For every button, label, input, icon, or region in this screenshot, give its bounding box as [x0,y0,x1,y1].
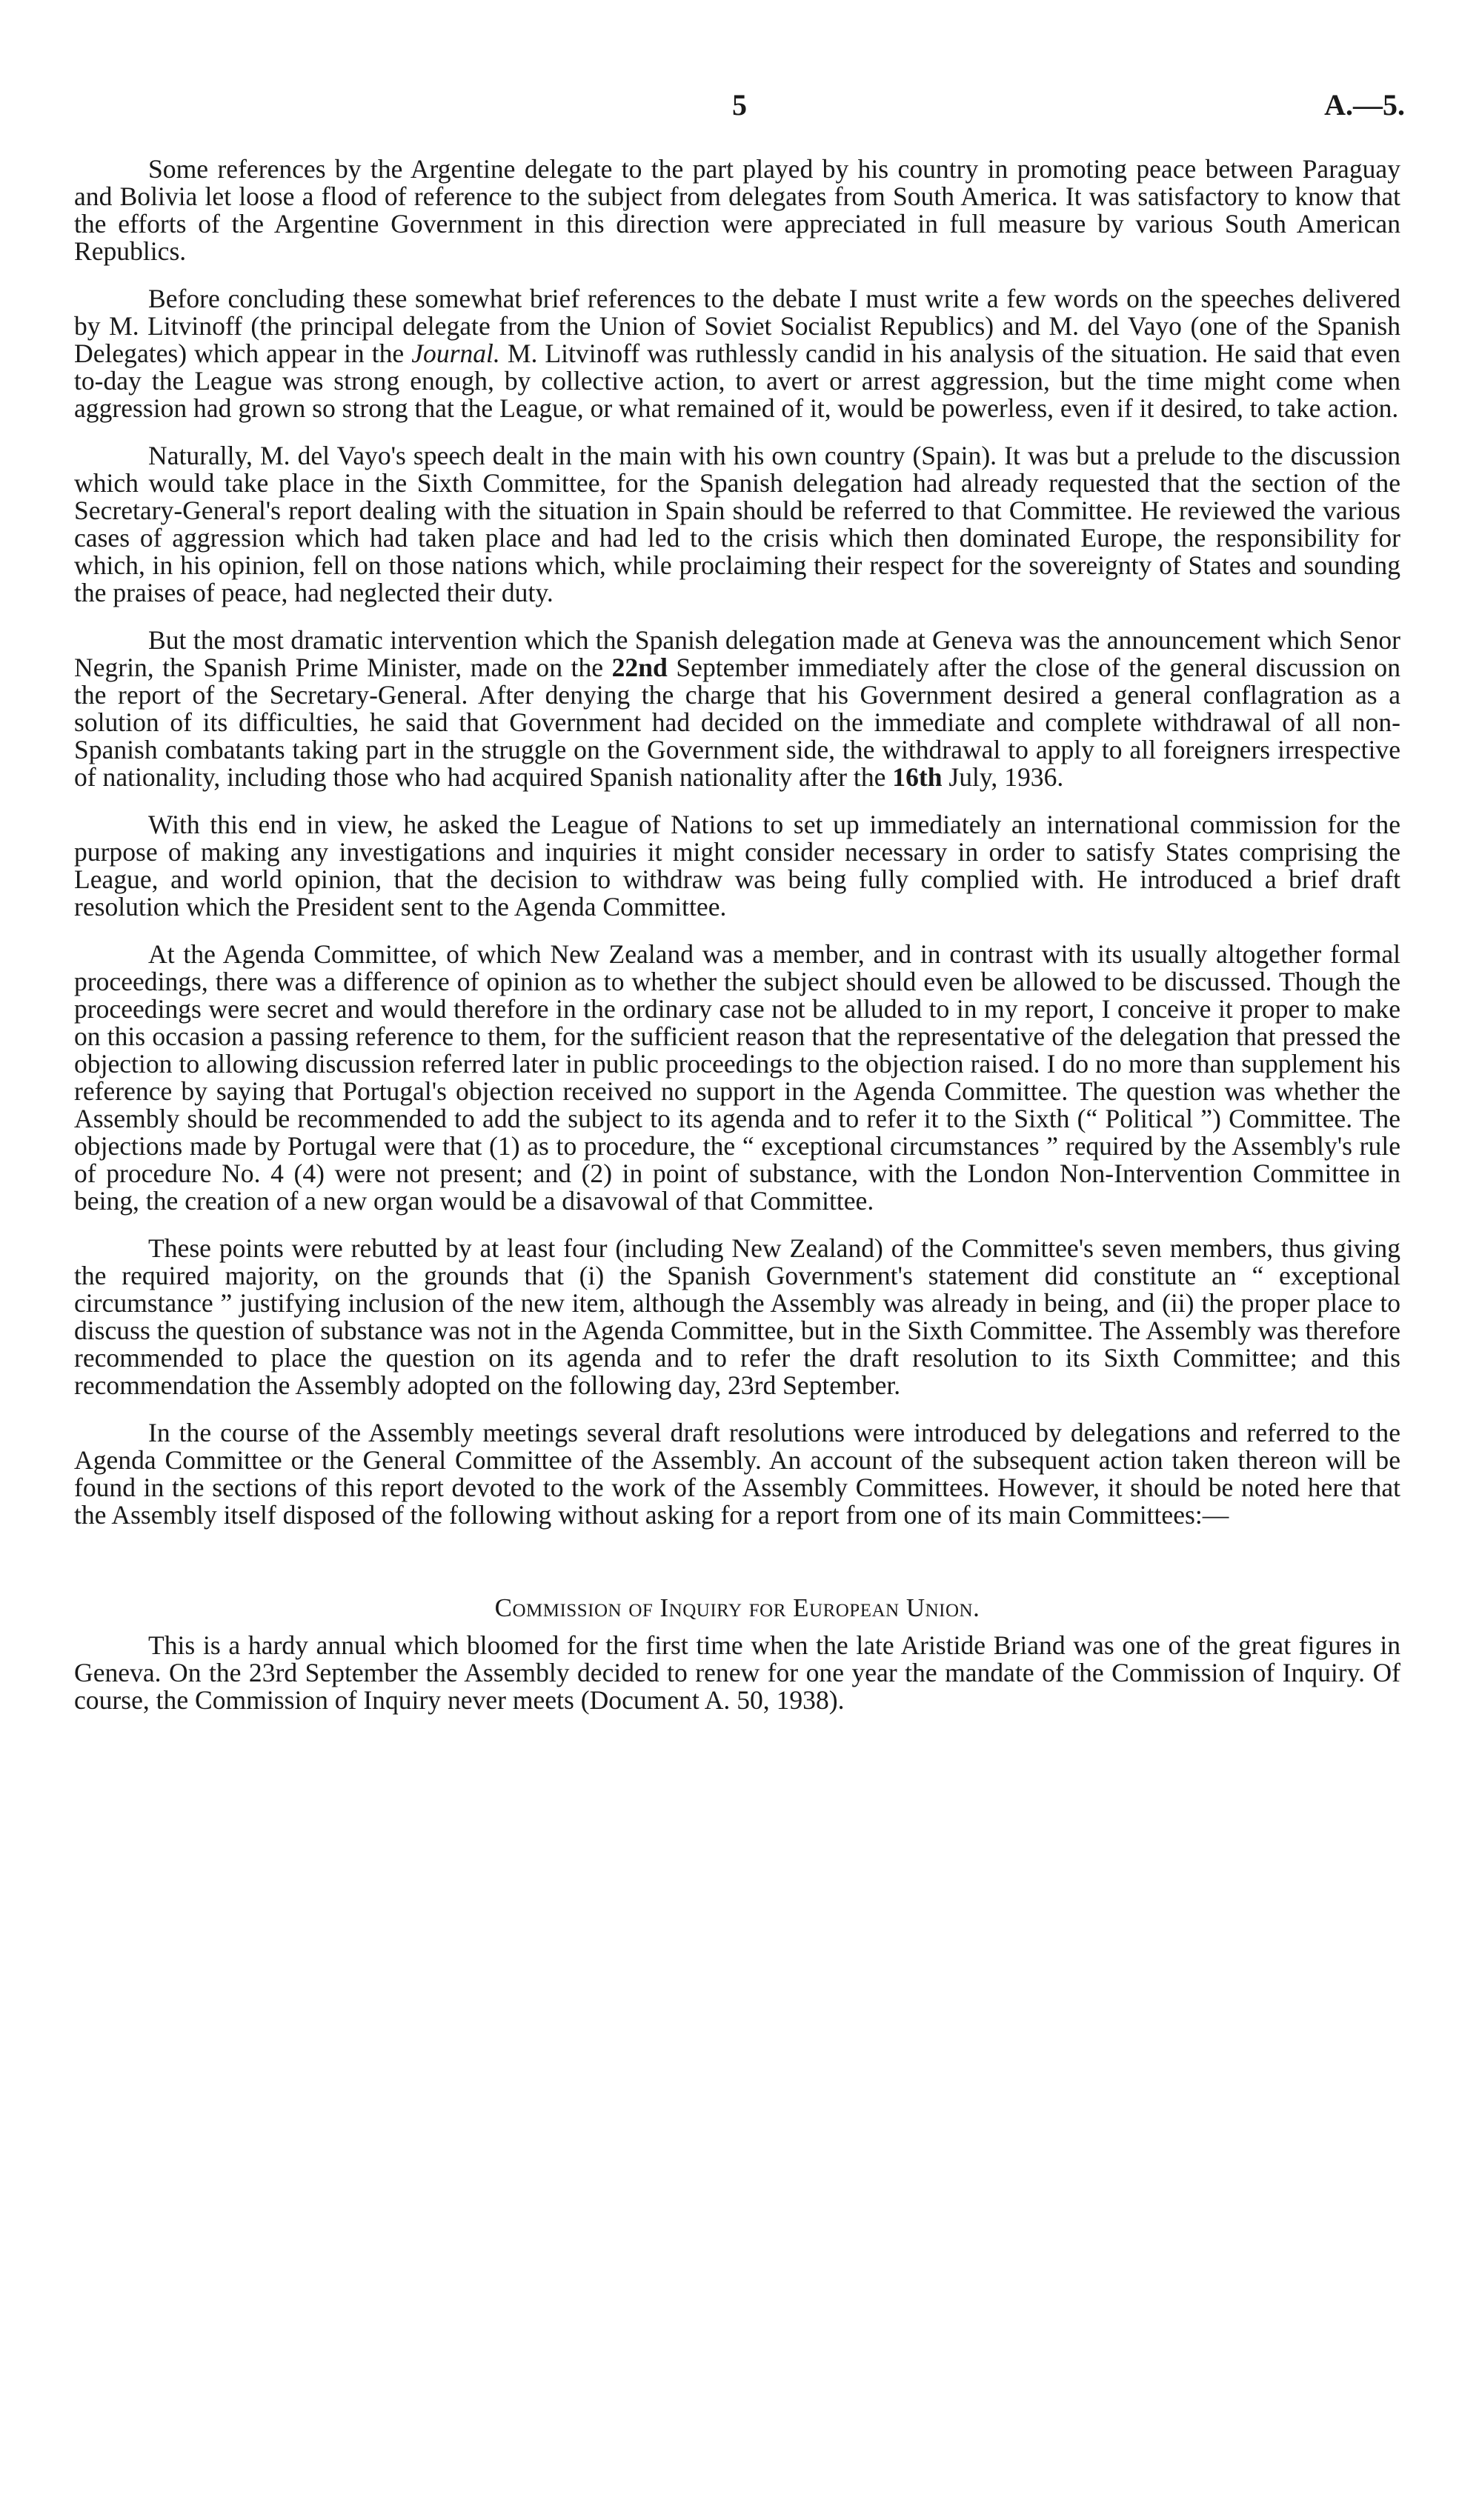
page-body [74,156,1400,1734]
paragraph-negrin-announcement [74,627,1400,791]
paragraph-text: July, 1936. [942,762,1064,792]
section-heading: Commission of Inquiry for European Union. [494,1593,980,1622]
paragraph-european-union-inquiry: This is a hardy annual which bloomed for the first time when the late Aristide Briand was one of the great figures in Geneva. On the 23rd September the Assembly decided to renew for one year the mandate of the Commission of Inquiry. Of course, the Commission of Inquiry never meets (Document A. 50, 1938). [74,1630,1400,1715]
paragraph-text: M. Litvinoff was ruthlessly candid in his analysis of the situation. He said that even to-day the League was strong enough, by collective action, to avert or arrest aggression, but the time might come when aggression had grown so strong that the League, or what remained of it, would be powerless, even if it desired, to take action. [74,339,1400,423]
paragraph-text: But the most dramatic intervention which the Spanish delegation made at Geneva was the announcement which Senor Negrin, the Spanish Prime Minister, made on the [74,625,1400,682]
page-number: 5 [732,88,747,121]
paragraph-international-commission: With this end in view, he asked the League of Nations to set up immediately an international commission for the purpose of making any investigations and inquiries it might consider necessary in order to satisfy States comprising the League, and world opinion, that the decision to withdraw was being fully complied with. He introduced a brief draft resolution which the President sent to the Agenda Committee. [74,810,1400,921]
date-emphasis: 22nd [611,653,668,682]
document-reference: A.—5. [1324,88,1405,121]
paragraph-text: September immediately after the close of the general discussion on the report of the Secretary-General. After denying the charge that his Government desired a general conflagration as a solution of its difficulties, he said that Government had decided on the immediate and complete withdrawal of all non-Spanish combatants taking part in the struggle on the Government side, the withdrawal to apply to all foreigners irrespective of nationality, including those who had acquired Spanish nationality after the [74,653,1401,792]
paragraph-rebuttal: These points were rebutted by at least four (including New Zealand) of the Committee's seven members, thus giving the required majority, on the grounds that (i) the Spanish Government's statement did constitute an “ exceptional circumstance ” justifying inclusion of the new item, although the Assembly was already in being, and (ii) the proper place to discuss the question of substance was not in the Agenda Committee, but in the Sixth Committee. The Assembly was therefore recommended to place the question on its agenda and to refer the draft resolution to its Sixth Committee; and this recommendation the Assembly adopted on the following day, 23rd September. [74,1233,1400,1400]
paragraph-text: Before concluding these somewhat brief references to the debate I must write a few words on the speeches delivered by M. Litvinoff (the principal delegate from the Union of Soviet Socialist Republics) and M. del Vayo (one of the Spanish Delegates) which appear in the [74,284,1400,368]
paragraph-litvinoff-del-vayo [74,285,1400,422]
paragraph-argentine-delegate: Some references by the Argentine delegate to the part played by his country in promoting peace between Paraguay and Bolivia let loose a flood of reference to the subject from delegates from South America. It was satisfactory to know that the efforts of the Argentine Government in this direction were appreciated in full measure by various South American Republics. [74,154,1400,266]
paragraph-agenda-committee: At the Agenda Committee, of which New Zealand was a member, and in contrast with its usually altogether formal proceedings, there was a difference of opinion as to whether the subject should even be allowed to be discussed. Though the proceedings were secret and would therefore in the ordinary case not be alluded to in my report, I conceive it proper to make on this occasion a passing reference to them, for the sufficient reason that the representative of the delegation that pressed the objection to allowing discussion referred later in public proceedings to the objection raised. I do no more than supplement his reference by saying that Portugal's objection received no support in the Agenda Committee. The question was whether the Assembly should be recommended to add the subject to its agenda and to refer it to the Sixth (“ Political ”) Committee. The objections made by Portugal were that (1) as to procedure, the “ exceptional circumstances ” required by the Assembly's rule of procedure No. 4 (4) were not present; and (2) in point of substance, with the London Non-Intervention Committee in being, the creation of a new organ would be a disavowal of that Committee. [74,939,1400,1216]
date-emphasis: 16th [892,762,943,792]
paragraph-draft-resolutions: In the course of the Assembly meetings several draft resolutions were introduced by delegations and referred to the Agenda Committee or the General Committee of the Assembly. An account of the subsequent action taken thereon will be found in the sections of this report devoted to the work of the Assembly Committees. However, it should be noted here that the Assembly itself disposed of the following without asking for a report from one of its main Committees:— [74,1418,1400,1530]
journal-title: Journal. [411,339,500,368]
paragraph-del-vayo-speech: Naturally, M. del Vayo's speech dealt in the main with his own country (Spain). It was but a prelude to the discussion which would take place in the Sixth Committee, for the Spanish delegation had already requested that the section of the Secretary-General's report dealing with the situation in Spain should be referred to that Committee. He reviewed the various cases of aggression which had taken place and had led to the crisis which then dominated Europe, the responsibility for which, in his opinion, fell on those nations which, while proclaiming their respect for the sovereignty of States and sounding the praises of peace, had neglected their duty. [74,441,1400,607]
